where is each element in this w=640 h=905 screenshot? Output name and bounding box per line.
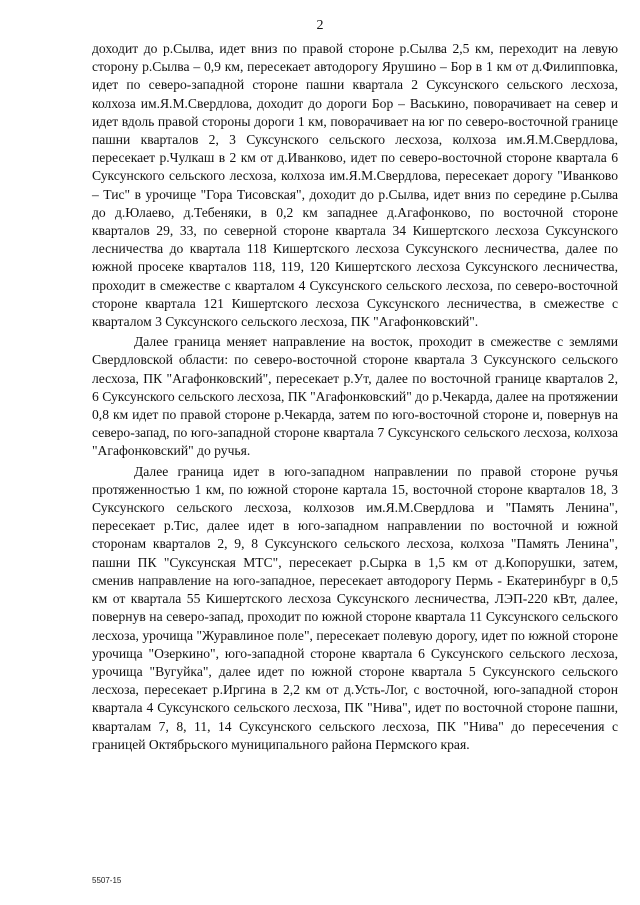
paragraph-east-boundary: Далее граница меняет направление на восток, проходит в смежестве с землями Свердловской области: по северо-восточной стороне квартала 3 Суксунского сельского лесхоза, ПК "Агафонковский", пересекает р.Ут, далее по восточной границе кварталов 2, 6 Суксунского сельского лесхоза, ПК "Агафонковский" до р.Чекарда, далее на протяжении 0,8 км идет по правой стороне р.Чекарда, затем по юго-восточной стороне и, повернув на северо-запад, по юго-западной стороне квартала 7 Суксунского сельского лесхоза, колхоза "Агафонковский" до ручья. <box>92 334 618 459</box>
document-body <box>92 40 618 754</box>
paragraph-southwest-boundary: Далее граница идет в юго-западном направлении по правой стороне ручья протяженностью 1 км, по южной стороне картала 15, восточной стороне кварталов 18, 3 Суксунского сельского лесхоза, колхозов им.Я.М.Свердлова и "Память Ленина", пересекает р.Тис, далее идет в юго-западном направлении по восточной и южной сторонам кварталов 2, 9, 8 Суксунского сельского лесхоза, колхоза "Память Ленина", пашни ПК "Суксунская МТС", пересекает р.Сырка в 1,5 км от д.Копорушки, затем, сменив направление на юго-западное, пересекает автодорогу Пермь - Екатеринбург в 0,5 км от квартала 55 Кишертского лесхоза Суксунского лесничества, ЛЭП-220 кВт, далее, повернув на северо-запад, проходит по южной стороне квартала 11 Суксунского сельского лесхоза, урочища "Журавлиное поле", пересекает полевую дорогу, идет по южной стороне урочища "Озеркино", юго-западной стороне квартала 6 Суксунского сельского лесхоза, урочища "Вугуйка", далее идет по южной стороне квартала 5 Суксунского сельского лесхоза, пересекает р.Иргина в 2,2 км от д.Усть-Лог, с восточной, юго-западной сторон квартала 4 Суксунского сельского лесхоза, ПК "Нива", идет по восточной стороне пашни, кварталам 7, 8, 11, 14 Суксунского сельского лесхоза, ПК "Нива" до пересечения с границей Октябрьского муниципального района Пермского края. <box>92 463 618 752</box>
paragraph-continuation: доходит до р.Сылва, идет вниз по правой стороне р.Сылва 2,5 км, переходит на левую сторону р.Сылва – 0,9 км, пересекает автодорогу Ярушино – Бор в 1 км от д.Филипповка, идет по северо-западной стороне пашни квартала 2 Суксунского сельского лесхоза, колхоза им.Я.М.Свердлова, доходит до дороги Бор – Васькино, поворачивает на север и идет вдоль правой стороны дороги 1 км, поворачивает на юг по северо-восточной границе пашни кварталов 2, 3 Суксунского сельского лесхоза, колхоза им.Я.М.Свердлова, пересекает р.Чулкаш в 2 км от д.Иванково, идет по северо-восточной стороне квартала 6 Суксунского сельского лесхоза, колхоза им.Я.М.Свердлова, пересекает дорогу "Иванково – Тис" в урочище "Гора Тисовская", доходит до р.Сылва, идет вниз по середине р.Сылва до д.Юлаево, д.Тебеняки, в 0,2 км западнее д.Агафонково, по восточной стороне кварталов 29, 33, по северной стороне квартала 34 Кишертского лесхоза Суксунского лесничества до квартала 118 Кишертского лесхоза Суксунского лесничества, далее по южной просеке кварталов 118, 119, 120 Кишертского лесхоза Суксунского лесничества, проходит в смежестве с кварталом 4 Суксунского сельского лесхоза, по северо-восточной стороне квартала 121 Кишертского лесхоза Суксунского лесничества, в смежестве с кварталом 3 Суксунского сельского лесхоза, ПК "Агафонковский". <box>92 41 618 330</box>
document-code: 5507-15 <box>92 876 122 885</box>
page-number: 2 <box>316 18 324 33</box>
